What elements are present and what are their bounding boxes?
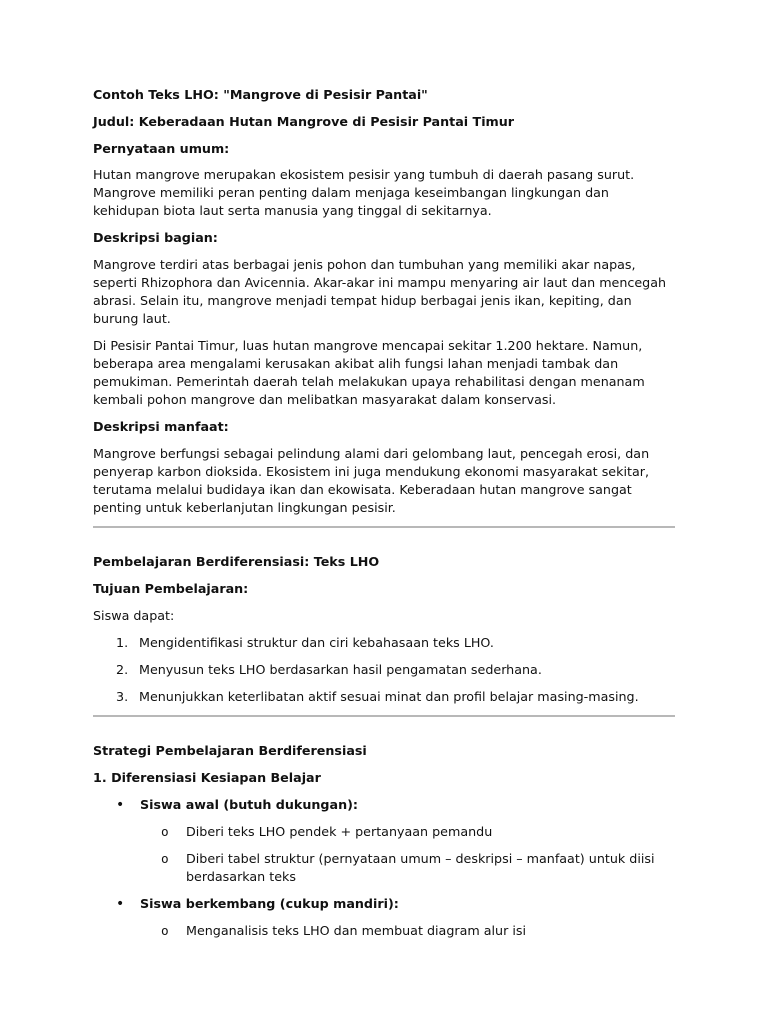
- tujuan-heading: Tujuan Pembelajaran:: [93, 581, 249, 596]
- list-number: 2.: [116, 662, 129, 677]
- list-item: [93, 661, 675, 679]
- horizontal-divider: [93, 715, 675, 717]
- deskripsi-bagian-paragraph-1: Mangrove terdiri atas berbagai jenis pohon dan tumbuhan yang memiliki akar napas, seperti Rhizophora dan Avicennia. Akar-akar ini mampu menyaring air laut dan mencegah abrasi. Selain itu, mangrove menjadi tempat hidup berbagai jenis ikan, kepiting, dan burung laut.: [93, 257, 667, 326]
- sub-item: [93, 922, 675, 940]
- sub-item-text: Diberi teks LHO pendek + pertanyaan pemandu: [186, 824, 493, 839]
- group-label: Siswa awal (butuh dukungan):: [140, 797, 358, 812]
- sub-item: [93, 823, 675, 841]
- deskripsi-manfaat-heading: Deskripsi manfaat:: [93, 419, 229, 434]
- list-number: 1.: [116, 635, 129, 650]
- sub-item: [93, 850, 675, 886]
- bullet-icon: •: [116, 896, 125, 912]
- circle-bullet-icon: o: [161, 824, 169, 839]
- list-item: [93, 688, 675, 706]
- section3-title: Strategi Pembelajaran Berdiferensiasi: [93, 743, 367, 758]
- list-item-text: Menunjukkan keterlibatan aktif sesuai minat dan profil belajar masing-masing.: [139, 689, 639, 704]
- pernyataan-paragraph: Hutan mangrove merupakan ekosistem pesisir yang tumbuh di daerah pasang surut. Mangrove memiliki peran penting dalam menjaga keseimbangan lingkungan dan kehidupan biota laut serta manusia yang tinggal di sekitarnya.: [93, 167, 635, 218]
- judul-heading: Judul: Keberadaan Hutan Mangrove di Pesisir Pantai Timur: [93, 114, 515, 129]
- group-item: [93, 796, 675, 886]
- deskripsi-bagian-paragraph-2: Di Pesisir Pantai Timur, luas hutan mangrove mencapai sekitar 1.200 hektare. Namun, beberapa area mengalami kerusakan akibat alih fungsi lahan menjadi tambak dan pemukiman. Pemerintah daerah telah melakukan upaya rehabilitasi dengan menanam kembali pohon mangrove dan melibatkan masyarakat dalam konservasi.: [93, 338, 645, 407]
- document-title: Contoh Teks LHO: "Mangrove di Pesisir Pantai": [93, 87, 428, 102]
- group-item: [93, 895, 675, 940]
- list-number: 3.: [116, 689, 129, 704]
- sub-item-text: Diberi tabel struktur (pernyataan umum – deskripsi – manfaat) untuk diisi berdasarkan teks: [186, 851, 655, 884]
- bullet-icon: •: [116, 797, 125, 813]
- deskripsi-manfaat-paragraph: Mangrove berfungsi sebagai pelindung alami dari gelombang laut, pencegah erosi, dan penyerap karbon dioksida. Ekosistem ini juga mendukung ekonomi masyarakat sekitar, terutama melalui budidaya ikan dan ekowisata. Keberadaan hutan mangrove sangat penting untuk keberlanjutan lingkungan pesisir.: [93, 446, 650, 515]
- readiness-groups: [93, 796, 675, 940]
- group-sublist: [140, 823, 675, 886]
- list-item-text: Mengidentifikasi struktur dan ciri kebahasaan teks LHO.: [139, 635, 494, 650]
- document-content: [93, 86, 675, 940]
- circle-bullet-icon: o: [161, 923, 169, 938]
- deskripsi-bagian-heading: Deskripsi bagian:: [93, 230, 218, 245]
- list-item: [93, 634, 675, 652]
- circle-bullet-icon: o: [161, 851, 169, 866]
- group-label: Siswa berkembang (cukup mandiri):: [140, 896, 399, 911]
- horizontal-divider: [93, 526, 675, 528]
- pernyataan-heading: Pernyataan umum:: [93, 141, 230, 156]
- sub-item-text: Menganalisis teks LHO dan membuat diagram alur isi: [186, 923, 527, 938]
- list-item-text: Menyusun teks LHO berdasarkan hasil pengamatan sederhana.: [139, 662, 542, 677]
- group-sublist: [140, 922, 675, 940]
- section2-title: Pembelajaran Berdiferensiasi: Teks LHO: [93, 554, 380, 569]
- tujuan-intro: Siswa dapat:: [93, 608, 175, 623]
- tujuan-list: [93, 634, 675, 706]
- diferensiasi-kesiapan-heading: 1. Diferensiasi Kesiapan Belajar: [93, 770, 321, 785]
